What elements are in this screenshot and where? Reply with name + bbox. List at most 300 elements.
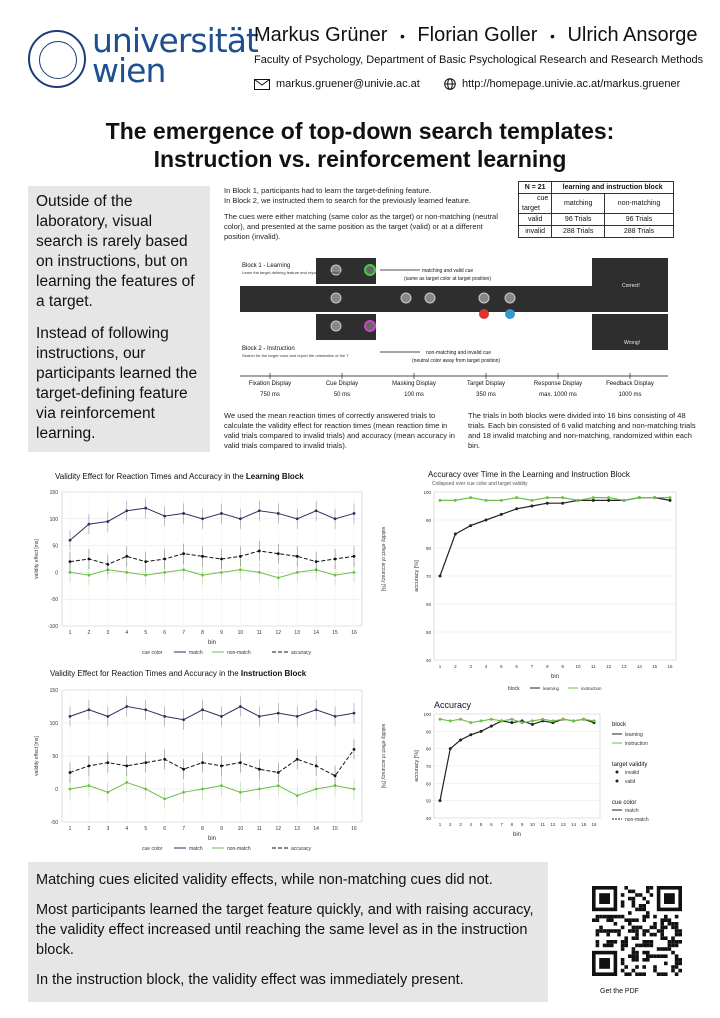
data-point	[258, 768, 261, 771]
qr-module	[653, 954, 657, 958]
qr-module	[664, 915, 668, 919]
envelope-icon	[254, 79, 270, 90]
qr-module	[660, 922, 664, 926]
data-point	[125, 781, 128, 784]
table-n-label: N = 21	[519, 182, 552, 194]
qr-module	[632, 936, 636, 940]
legend-instruction: instruction	[581, 686, 602, 691]
qr-module	[646, 886, 650, 890]
y-tick-label: 100	[423, 712, 431, 717]
qr-module	[642, 908, 646, 912]
data-point	[315, 765, 318, 768]
phase-time: 100 ms	[404, 392, 424, 398]
data-point	[125, 571, 128, 574]
x-tick-label: 6	[515, 664, 518, 669]
qr-module	[635, 929, 639, 933]
data-point	[315, 560, 318, 563]
x-tick-label: 11	[256, 826, 262, 832]
qr-module	[632, 958, 636, 962]
x-tick-label: 5	[500, 664, 503, 669]
qr-module	[664, 962, 668, 966]
data-point	[277, 784, 280, 787]
qr-module	[610, 940, 614, 944]
chart-acc-time-sub: Collapsed over cue color and target validity	[432, 481, 528, 487]
qr-module	[675, 915, 679, 919]
qr-module	[642, 958, 646, 962]
qr-module	[646, 958, 650, 962]
qr-module	[660, 926, 664, 930]
title-line-2: Instruction vs. reinforcement learning	[153, 146, 567, 172]
title-line-1: The emergence of top-down search templates:	[105, 118, 615, 144]
legend-title: cue color	[142, 846, 163, 852]
x-tick-label: 2	[87, 630, 91, 636]
y-axis-label: validity effect [ms]	[34, 539, 40, 579]
data-point	[125, 705, 128, 708]
phase-name: Cue Display	[325, 381, 359, 387]
y-tick-label: 50	[52, 543, 58, 550]
qr-module	[635, 933, 639, 937]
qr-module	[650, 886, 654, 890]
qr-module	[678, 962, 682, 966]
qr-module	[624, 940, 628, 944]
data-point	[623, 499, 626, 502]
qr-module	[664, 918, 668, 922]
x-tick-label: 16	[591, 822, 597, 827]
author-3: Ulrich Ansorge	[567, 24, 698, 46]
qr-module	[617, 915, 621, 919]
intro-paragraph-2: Instead of following instructions, our participants learned the target-defining feature via reinforcement learning.	[36, 325, 198, 442]
qr-module	[657, 972, 661, 976]
x-tick-label: 1	[68, 630, 72, 636]
data-point	[296, 571, 299, 574]
legend-invalid: invalid	[625, 770, 640, 776]
data-point	[69, 788, 72, 791]
qr-module	[596, 929, 600, 933]
data-point	[163, 558, 166, 561]
y2-axis-label: validity effect of accuracy [%]	[380, 526, 386, 592]
y-tick-label: 50	[52, 754, 58, 760]
data-point	[163, 571, 166, 574]
x-tick-label: 8	[201, 630, 204, 636]
qr-module	[606, 933, 610, 937]
data-point	[239, 517, 242, 520]
chart-learning-title-pre: Validity Effect for Reaction Times and Accuracy in the	[55, 472, 246, 481]
qr-module	[660, 972, 664, 976]
data-point	[144, 708, 147, 711]
legend-match: match	[625, 808, 639, 814]
qr-code-icon[interactable]	[592, 886, 682, 976]
data-point	[593, 719, 596, 722]
x-tick-label: 14	[313, 630, 319, 636]
email-link[interactable]: markus.gruener@univie.ac.at	[276, 78, 420, 90]
data-point	[669, 496, 672, 499]
data-point	[296, 555, 299, 558]
qr-module	[635, 944, 639, 948]
data-point	[258, 550, 261, 553]
qr-module	[639, 904, 643, 908]
data-point	[220, 571, 223, 574]
data-point	[454, 499, 457, 502]
qr-module	[678, 969, 682, 973]
x-axis-label: bin	[550, 674, 560, 680]
qr-module	[624, 918, 628, 922]
chart-learning-title	[55, 472, 304, 481]
university-seal-icon	[28, 30, 86, 88]
plot-area	[62, 492, 362, 626]
data-point	[163, 758, 166, 761]
y-tick-label: 100	[423, 490, 431, 495]
qr-module	[664, 926, 668, 930]
data-point	[315, 708, 318, 711]
qr-module	[653, 915, 657, 919]
qr-module	[606, 944, 610, 948]
phase-time: 50 ms	[333, 392, 351, 398]
qr-module	[614, 940, 618, 944]
qr-module	[610, 944, 614, 948]
feedback-correct-text: Correct!	[622, 283, 640, 289]
table-cell: 96 Trials	[552, 214, 605, 226]
y2-axis-label: validity effect of accuracy [%]	[380, 723, 386, 789]
table-row	[519, 214, 674, 226]
x-tick-label: 1	[438, 822, 442, 827]
table-cell: 288 Trials	[552, 226, 605, 238]
qr-module	[621, 940, 625, 944]
y-tick-label: -50	[50, 597, 58, 604]
data-point	[69, 771, 72, 774]
author-2: Florian Goller	[417, 24, 538, 46]
data-point	[277, 552, 280, 555]
chart-accuracy	[410, 708, 700, 854]
table-cue-label: cue	[537, 195, 549, 202]
legend-cue-title: cue color	[612, 800, 637, 806]
method-text-1	[224, 186, 504, 242]
qr-module	[621, 915, 625, 919]
qr-module	[635, 951, 639, 955]
qr-module	[596, 933, 600, 937]
x-tick-label: 11	[540, 822, 546, 827]
qr-module	[639, 908, 643, 912]
qr-module	[599, 915, 603, 919]
qr-module	[632, 926, 636, 930]
data-point	[182, 768, 185, 771]
data-point	[258, 715, 261, 718]
data-point	[353, 571, 356, 574]
table-target-label: target	[522, 205, 540, 212]
x-tick-label: 7	[182, 630, 185, 636]
qr-finder-core	[599, 893, 610, 904]
data-point	[277, 771, 280, 774]
data-point	[490, 725, 493, 728]
data-point	[562, 718, 565, 721]
qr-module	[599, 926, 603, 930]
qr-module	[639, 893, 643, 897]
qr-module	[675, 972, 679, 976]
data-point	[201, 761, 204, 764]
qr-module	[628, 890, 632, 894]
x-tick-label: 7	[500, 822, 503, 827]
phase-time: 750 ms	[260, 392, 280, 398]
data-point	[296, 517, 299, 520]
qr-module	[650, 893, 654, 897]
data-point	[500, 499, 503, 502]
qr-module	[603, 929, 607, 933]
data-point	[220, 558, 223, 561]
data-point	[551, 719, 554, 722]
qr-module	[657, 954, 661, 958]
qr-module	[603, 944, 607, 948]
qr-module	[642, 915, 646, 919]
qr-module	[610, 929, 614, 933]
qr-module	[660, 947, 664, 951]
data-point	[296, 794, 299, 797]
qr-module	[617, 929, 621, 933]
qr-module	[606, 918, 610, 922]
data-point	[106, 715, 109, 718]
y-tick-label: 90	[425, 518, 431, 523]
method-line-1b: In Block 2, we instructed them to search for the previously learned feature.	[224, 196, 471, 205]
qr-module	[650, 926, 654, 930]
qr-module	[671, 944, 675, 948]
data-point	[334, 715, 337, 718]
qr-module	[614, 915, 618, 919]
qr-module	[650, 933, 654, 937]
qr-module	[646, 929, 650, 933]
x-tick-label: 7	[530, 664, 534, 669]
data-point	[201, 574, 204, 577]
x-tick-label: 12	[606, 664, 612, 669]
x-tick-label: 8	[510, 822, 514, 827]
data-point	[88, 765, 91, 768]
qr-module	[642, 944, 646, 948]
data-point	[439, 718, 442, 721]
data-point	[182, 718, 185, 721]
legend-title: cue color	[142, 650, 163, 656]
qr-module	[660, 933, 664, 937]
homepage-link[interactable]: http://homepage.univie.ac.at/markus.gruener	[462, 78, 681, 90]
table-cell: 288 Trials	[605, 226, 674, 238]
qr-module	[678, 933, 682, 937]
qr-module	[632, 954, 636, 958]
block2-title: Block 2 - Instruction	[242, 346, 295, 352]
data-point	[500, 513, 503, 516]
qr-module	[642, 918, 646, 922]
data-point	[277, 712, 280, 715]
data-point	[239, 761, 242, 764]
data-point	[469, 733, 472, 736]
qr-module	[678, 929, 682, 933]
qr-module	[671, 922, 675, 926]
phase-time: max. 1000 ms	[539, 392, 577, 398]
qr-module	[642, 972, 646, 976]
qr-module	[635, 936, 639, 940]
qr-module	[668, 944, 672, 948]
data-point	[439, 499, 442, 502]
qr-module	[632, 897, 636, 901]
chart-learning-block	[28, 486, 390, 664]
x-tick-label: 14	[313, 826, 319, 832]
qr-module	[675, 944, 679, 948]
logo-text-2: wien	[92, 51, 166, 90]
data-point	[182, 568, 185, 571]
cue1-sub: (same as target color at target position)	[404, 276, 491, 282]
data-point	[607, 499, 610, 502]
data-point	[353, 748, 356, 751]
x-tick-label: 6	[163, 630, 167, 636]
qr-module	[624, 972, 628, 976]
data-point	[182, 791, 185, 794]
data-point	[182, 512, 185, 515]
table-corner	[519, 194, 552, 214]
qr-module	[635, 918, 639, 922]
table-row	[519, 226, 674, 238]
x-tick-label: 2	[454, 664, 457, 669]
qr-module	[642, 897, 646, 901]
y-tick-label: 60	[425, 781, 431, 787]
data-point	[106, 791, 109, 794]
data-point	[490, 718, 493, 721]
data-point	[88, 523, 91, 526]
qr-module	[664, 954, 668, 958]
qr-module	[668, 947, 672, 951]
x-tick-label: 7	[182, 826, 185, 832]
data-point	[182, 552, 185, 555]
data-point	[163, 715, 166, 718]
data-point	[531, 505, 534, 508]
phase-time: 1000 ms	[618, 392, 642, 398]
qr-module	[646, 944, 650, 948]
data-point	[669, 499, 672, 502]
phase-name: Target Display	[466, 381, 506, 387]
qr-module	[664, 972, 668, 976]
x-tick-label: 9	[561, 664, 564, 669]
qr-module	[596, 940, 600, 944]
data-point	[258, 571, 261, 574]
chart-instruction-title	[50, 669, 306, 678]
qr-module	[646, 951, 650, 955]
qr-module	[675, 940, 679, 944]
qr-module	[642, 951, 646, 955]
x-tick-label: 8	[546, 664, 549, 669]
data-point	[144, 761, 147, 764]
x-tick-label: 6	[490, 822, 493, 827]
data-point	[480, 730, 483, 733]
qr-module	[671, 926, 675, 930]
data-point	[315, 509, 318, 512]
qr-module	[671, 969, 675, 973]
data-point	[201, 788, 204, 791]
legend-title: block	[508, 686, 520, 692]
qr-module	[675, 958, 679, 962]
data-point	[334, 574, 337, 577]
data-point	[239, 705, 242, 708]
qr-module	[599, 929, 603, 933]
data-point	[220, 512, 223, 515]
feedback-wrong-text: Wrong!	[624, 340, 641, 346]
data-point	[163, 798, 166, 801]
data-point	[144, 788, 147, 791]
y-tick-label: 100	[49, 721, 58, 727]
qr-module	[642, 965, 646, 969]
qr-module	[678, 958, 682, 962]
qr-module	[664, 936, 668, 940]
x-tick-label: 9	[520, 822, 524, 827]
legend-validity-title: target validity	[612, 762, 648, 768]
qr-module	[675, 922, 679, 926]
qr-module	[632, 918, 636, 922]
data-point	[69, 560, 72, 563]
y-tick-label: 80	[425, 746, 431, 752]
data-point	[469, 721, 472, 724]
chart-instruction-title-bold: Instruction Block	[240, 669, 307, 678]
y-tick-label: 40	[425, 658, 431, 663]
qr-module	[628, 897, 632, 901]
legend-match: match	[189, 650, 203, 656]
data-point	[607, 496, 610, 499]
x-tick-label: 15	[332, 826, 338, 832]
x-tick-label: 10	[529, 822, 535, 827]
qr-module	[621, 900, 625, 904]
table-col-matching: matching	[552, 194, 605, 214]
qr-module	[660, 954, 664, 958]
nonmatch-cue-icon	[365, 321, 375, 331]
qr-module	[624, 944, 628, 948]
phase-name: Feedback Display	[606, 381, 654, 387]
phase-time: 350 ms	[476, 392, 496, 398]
data-point	[531, 499, 534, 502]
qr-module	[632, 947, 636, 951]
data-point	[296, 715, 299, 718]
qr-module	[650, 944, 654, 948]
x-tick-label: 5	[144, 630, 148, 636]
qr-finder-core	[664, 893, 675, 904]
qr-module	[628, 972, 632, 976]
legend-valid: valid	[625, 779, 636, 785]
qr-module	[632, 904, 636, 908]
data-point	[638, 496, 641, 499]
qr-module	[646, 900, 650, 904]
x-tick-label: 3	[459, 822, 462, 827]
data-point	[88, 558, 91, 561]
method-line-2: The cues were either matching (same color as the target) or non-matching (neutral color), and presented at the same position as the target (valid) or at a different position (invalid).	[224, 212, 498, 241]
data-point	[106, 520, 109, 523]
qr-module	[668, 922, 672, 926]
data-point	[439, 799, 442, 802]
qr-module	[632, 951, 636, 955]
x-tick-label: 3	[106, 826, 110, 832]
y-tick-label: -50	[50, 820, 58, 826]
qr-module	[660, 918, 664, 922]
data-point	[561, 496, 564, 499]
qr-module	[653, 965, 657, 969]
x-tick-label: 4	[125, 630, 129, 636]
x-tick-label: 3	[106, 630, 110, 636]
qr-module	[675, 954, 679, 958]
x-tick-label: 10	[237, 826, 244, 832]
x-tick-label: 3	[469, 664, 472, 669]
qr-module	[606, 929, 610, 933]
email-row	[254, 78, 420, 90]
qr-module	[621, 962, 625, 966]
table-block-header: learning and instruction block	[552, 182, 674, 194]
qr-module	[610, 918, 614, 922]
qr-module	[632, 890, 636, 894]
block1-sub: Learn the target-defining feature and report the orientation of the T	[242, 270, 360, 275]
y-tick-label: 70	[425, 764, 431, 769]
qr-module	[642, 929, 646, 933]
x-tick-label: 10	[575, 664, 581, 669]
qr-module	[635, 926, 639, 930]
data-point	[485, 519, 488, 522]
